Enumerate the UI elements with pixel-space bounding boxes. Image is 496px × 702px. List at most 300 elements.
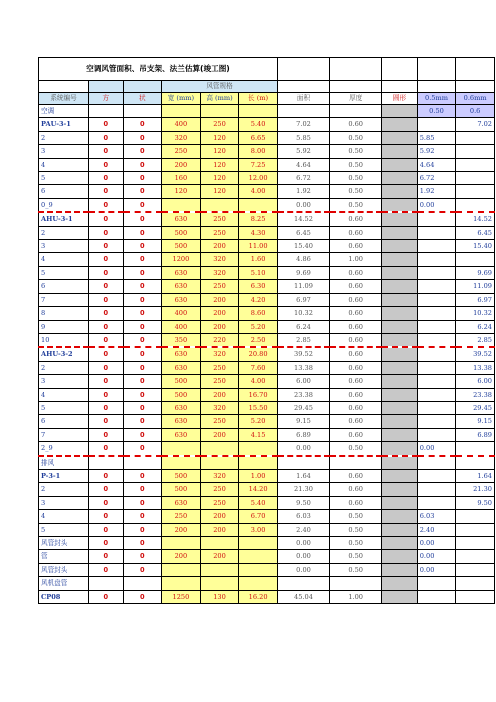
- length-cell[interactable]: 5.40: [239, 496, 278, 509]
- empty-cell[interactable]: [382, 81, 417, 93]
- fang-cell[interactable]: 0: [89, 469, 123, 482]
- width-cell[interactable]: 630: [162, 401, 201, 414]
- round-cell[interactable]: [382, 131, 417, 144]
- thickness-cell[interactable]: 0.60: [330, 333, 382, 347]
- fang-cell[interactable]: 0: [89, 401, 123, 414]
- width-cell[interactable]: 630: [162, 415, 201, 428]
- empty-cell[interactable]: [417, 577, 456, 590]
- system-id-cell[interactable]: 9: [39, 320, 89, 333]
- area-cell[interactable]: 45.04: [277, 590, 329, 603]
- thickness-cell[interactable]: 0.60: [330, 240, 382, 253]
- zhuang-cell[interactable]: 0: [123, 198, 162, 212]
- round-header[interactable]: 圆形: [382, 93, 417, 105]
- length-cell[interactable]: 15.50: [239, 401, 278, 414]
- width-cell[interactable]: 200: [162, 158, 201, 171]
- width-cell[interactable]: [162, 537, 201, 550]
- round-cell[interactable]: [382, 145, 417, 158]
- zhuang-cell[interactable]: 0: [123, 347, 162, 361]
- fang-cell[interactable]: 0: [89, 307, 123, 320]
- system-id-cell[interactable]: 2_9: [39, 442, 89, 456]
- fang-cell[interactable]: 0: [89, 280, 123, 293]
- fang-cell[interactable]: 0: [89, 388, 123, 401]
- empty-cell[interactable]: [330, 105, 382, 118]
- fang-cell[interactable]: 0: [89, 131, 123, 144]
- system-id-cell[interactable]: 2: [39, 483, 89, 496]
- t05-cell[interactable]: 1.92: [417, 185, 456, 198]
- fang-cell[interactable]: 0: [89, 537, 123, 550]
- thickness-cell[interactable]: 0.50: [330, 537, 382, 550]
- area-cell[interactable]: 23.38: [277, 388, 329, 401]
- system-id-cell[interactable]: 风管封头: [39, 537, 89, 550]
- length-cell[interactable]: 6.65: [239, 131, 278, 144]
- empty-cell[interactable]: [382, 456, 417, 470]
- zhuang-cell[interactable]: 0: [123, 496, 162, 509]
- area-cell[interactable]: 2.85: [277, 333, 329, 347]
- height-cell[interactable]: 120: [200, 145, 239, 158]
- area-cell[interactable]: 10.32: [277, 307, 329, 320]
- t06-cell[interactable]: 6.24: [456, 320, 495, 333]
- thickness-cell[interactable]: 0.50: [330, 523, 382, 536]
- length-cell[interactable]: 6.30: [239, 280, 278, 293]
- length-cell[interactable]: 5.40: [239, 118, 278, 131]
- zhuang-cell[interactable]: 0: [123, 375, 162, 388]
- height-cell[interactable]: 200: [200, 510, 239, 523]
- height-cell[interactable]: 250: [200, 361, 239, 374]
- width-cell[interactable]: 200: [162, 550, 201, 563]
- round-cell[interactable]: [382, 226, 417, 239]
- t06-cell[interactable]: 23.38: [456, 388, 495, 401]
- fang-header[interactable]: 方: [89, 93, 123, 105]
- t06-cell[interactable]: [456, 145, 495, 158]
- zhuang-cell[interactable]: 0: [123, 333, 162, 347]
- round-cell[interactable]: [382, 347, 417, 361]
- width-header[interactable]: 宽 (mm): [162, 93, 201, 105]
- height-cell[interactable]: 120: [200, 185, 239, 198]
- round-cell[interactable]: [382, 483, 417, 496]
- empty-cell[interactable]: [239, 577, 278, 590]
- section-label[interactable]: 空调: [39, 105, 89, 118]
- t06-cell[interactable]: 6.97: [456, 293, 495, 306]
- area-cell[interactable]: 9.50: [277, 496, 329, 509]
- t05-cell[interactable]: 5.92: [417, 145, 456, 158]
- t05-cell[interactable]: [417, 347, 456, 361]
- round-cell[interactable]: [382, 550, 417, 563]
- empty-cell[interactable]: [330, 577, 382, 590]
- round-cell[interactable]: [382, 388, 417, 401]
- area-cell[interactable]: 39.52: [277, 347, 329, 361]
- length-cell[interactable]: 12.00: [239, 172, 278, 185]
- width-cell[interactable]: 630: [162, 212, 201, 226]
- width-cell[interactable]: 200: [162, 523, 201, 536]
- fang-cell[interactable]: 0: [89, 563, 123, 576]
- width-cell[interactable]: 120: [162, 185, 201, 198]
- empty-cell[interactable]: [417, 81, 456, 93]
- thickness-cell[interactable]: 0.60: [330, 118, 382, 131]
- thickness-cell[interactable]: 0.60: [330, 415, 382, 428]
- area-cell[interactable]: 0.00: [277, 537, 329, 550]
- t06-cell[interactable]: 6.45: [456, 226, 495, 239]
- area-cell[interactable]: 13.38: [277, 361, 329, 374]
- empty-cell[interactable]: [200, 577, 239, 590]
- thickness-cell[interactable]: 0.50: [330, 145, 382, 158]
- empty-cell[interactable]: [89, 456, 123, 470]
- zhuang-cell[interactable]: 0: [123, 563, 162, 576]
- empty-cell[interactable]: [123, 105, 162, 118]
- thickness-cell[interactable]: 1.00: [330, 253, 382, 266]
- system-id-cell[interactable]: 风管封头: [39, 563, 89, 576]
- empty-cell[interactable]: [277, 456, 329, 470]
- t06-cell[interactable]: 21.30: [456, 483, 495, 496]
- thickness-cell[interactable]: 0.60: [330, 401, 382, 414]
- area-cell[interactable]: 1.92: [277, 185, 329, 198]
- length-cell[interactable]: 5.20: [239, 415, 278, 428]
- t05-cell[interactable]: [417, 483, 456, 496]
- zhuang-cell[interactable]: 0: [123, 550, 162, 563]
- t05-cell[interactable]: [417, 469, 456, 482]
- round-cell[interactable]: [382, 375, 417, 388]
- zhuang-cell[interactable]: 0: [123, 590, 162, 603]
- length-cell[interactable]: 4.00: [239, 375, 278, 388]
- zhuang-cell[interactable]: 0: [123, 158, 162, 171]
- height-cell[interactable]: 250: [200, 375, 239, 388]
- fang-cell[interactable]: 0: [89, 118, 123, 131]
- height-cell[interactable]: 200: [200, 307, 239, 320]
- length-cell[interactable]: 4.15: [239, 428, 278, 441]
- width-cell[interactable]: 630: [162, 361, 201, 374]
- round-cell[interactable]: [382, 333, 417, 347]
- system-id-cell[interactable]: PAU-3-1: [39, 118, 89, 131]
- fang-cell[interactable]: 0: [89, 375, 123, 388]
- system-id-cell[interactable]: 6: [39, 280, 89, 293]
- t05-cell[interactable]: 0.00: [417, 442, 456, 456]
- width-cell[interactable]: 250: [162, 510, 201, 523]
- area-cell[interactable]: 6.72: [277, 172, 329, 185]
- thickness-cell[interactable]: 0.60: [330, 361, 382, 374]
- area-cell[interactable]: 5.85: [277, 131, 329, 144]
- height-cell[interactable]: 200: [200, 523, 239, 536]
- fang-cell[interactable]: 0: [89, 198, 123, 212]
- zhuang-cell[interactable]: 0: [123, 307, 162, 320]
- thickness-cell[interactable]: 0.50: [330, 563, 382, 576]
- width-cell[interactable]: 400: [162, 118, 201, 131]
- thickness-cell[interactable]: 0.60: [330, 428, 382, 441]
- area-cell[interactable]: 29.45: [277, 401, 329, 414]
- t05-cell[interactable]: [417, 428, 456, 441]
- length-cell[interactable]: [239, 550, 278, 563]
- t06-cell[interactable]: 2.85: [456, 333, 495, 347]
- t06-cell[interactable]: [456, 185, 495, 198]
- length-cell[interactable]: 1.60: [239, 253, 278, 266]
- zhuang-cell[interactable]: 0: [123, 483, 162, 496]
- t05-cell[interactable]: [417, 253, 456, 266]
- empty-cell[interactable]: [89, 577, 123, 590]
- height-cell[interactable]: 200: [200, 320, 239, 333]
- system-id-cell[interactable]: AHU-3-1: [39, 212, 89, 226]
- empty-cell[interactable]: [123, 456, 162, 470]
- area-cell[interactable]: 6.00: [277, 375, 329, 388]
- zhuang-cell[interactable]: 0: [123, 240, 162, 253]
- round-cell[interactable]: [382, 537, 417, 550]
- thickness-cell[interactable]: 0.60: [330, 307, 382, 320]
- empty-cell[interactable]: [456, 456, 495, 470]
- zhuang-cell[interactable]: 0: [123, 537, 162, 550]
- system-id-cell[interactable]: 7: [39, 428, 89, 441]
- fang-cell[interactable]: 0: [89, 240, 123, 253]
- t06-cell[interactable]: 39.52: [456, 347, 495, 361]
- t06-cell[interactable]: 9.15: [456, 415, 495, 428]
- thickness-cell[interactable]: 0.50: [330, 172, 382, 185]
- length-cell[interactable]: 14.20: [239, 483, 278, 496]
- t05-cell[interactable]: 4.64: [417, 158, 456, 171]
- height-cell[interactable]: 220: [200, 333, 239, 347]
- t06-cell[interactable]: [456, 442, 495, 456]
- t06-cell[interactable]: [456, 172, 495, 185]
- thickness-cell[interactable]: 0.60: [330, 496, 382, 509]
- width-cell[interactable]: 500: [162, 226, 201, 239]
- height-cell[interactable]: [200, 537, 239, 550]
- fang-cell[interactable]: 0: [89, 361, 123, 374]
- t05-cell[interactable]: [417, 118, 456, 131]
- length-cell[interactable]: [239, 442, 278, 456]
- empty-cell[interactable]: [456, 58, 495, 81]
- t05-cell[interactable]: [417, 212, 456, 226]
- t05-cell[interactable]: [417, 333, 456, 347]
- length-cell[interactable]: 8.00: [239, 145, 278, 158]
- round-cell[interactable]: [382, 240, 417, 253]
- area-cell[interactable]: 6.24: [277, 320, 329, 333]
- empty-cell[interactable]: [239, 105, 278, 118]
- round-cell[interactable]: [382, 469, 417, 482]
- empty-cell[interactable]: [277, 105, 329, 118]
- height-cell[interactable]: 250: [200, 226, 239, 239]
- empty-cell[interactable]: [89, 105, 123, 118]
- system-id-cell[interactable]: 6: [39, 415, 89, 428]
- t06-cell[interactable]: 6.89: [456, 428, 495, 441]
- t05-cell[interactable]: [417, 280, 456, 293]
- round-cell[interactable]: [382, 253, 417, 266]
- zhuang-cell[interactable]: 0: [123, 510, 162, 523]
- sheet-title[interactable]: 空调风管面积、吊支架、法兰估算(竣工图): [39, 58, 278, 81]
- zhuang-cell[interactable]: 0: [123, 388, 162, 401]
- height-cell[interactable]: 250: [200, 280, 239, 293]
- width-cell[interactable]: 630: [162, 280, 201, 293]
- t05-cell[interactable]: 0.00: [417, 563, 456, 576]
- thickness-06-header[interactable]: 0.6mm: [456, 93, 495, 105]
- length-cell[interactable]: [239, 537, 278, 550]
- width-cell[interactable]: 630: [162, 347, 201, 361]
- t06-cell[interactable]: [456, 537, 495, 550]
- height-cell[interactable]: [200, 198, 239, 212]
- system-id-cell[interactable]: 0_9: [39, 198, 89, 212]
- thickness-cell[interactable]: 0.60: [330, 388, 382, 401]
- fang-cell[interactable]: 0: [89, 145, 123, 158]
- area-cell[interactable]: 0.00: [277, 442, 329, 456]
- area-cell[interactable]: 6.97: [277, 293, 329, 306]
- height-cell[interactable]: 200: [200, 388, 239, 401]
- t05-cell[interactable]: [417, 388, 456, 401]
- empty-cell[interactable]: [417, 456, 456, 470]
- empty-cell[interactable]: [123, 81, 162, 93]
- fang-cell[interactable]: 0: [89, 428, 123, 441]
- length-header[interactable]: 长 (m): [239, 93, 278, 105]
- zhuang-cell[interactable]: 0: [123, 469, 162, 482]
- height-cell[interactable]: 120: [200, 131, 239, 144]
- thickness-cell[interactable]: 0.50: [330, 158, 382, 171]
- width-cell[interactable]: 250: [162, 145, 201, 158]
- t06-cell[interactable]: 13.38: [456, 361, 495, 374]
- t05-cell[interactable]: [417, 240, 456, 253]
- round-cell[interactable]: [382, 415, 417, 428]
- fang-cell[interactable]: 0: [89, 185, 123, 198]
- round-cell[interactable]: [382, 158, 417, 171]
- t06-cell[interactable]: [456, 523, 495, 536]
- height-cell[interactable]: 250: [200, 118, 239, 131]
- t05-cell[interactable]: [417, 266, 456, 279]
- empty-cell[interactable]: [89, 81, 123, 93]
- round-cell[interactable]: [382, 118, 417, 131]
- length-cell[interactable]: [239, 198, 278, 212]
- length-cell[interactable]: 20.80: [239, 347, 278, 361]
- round-cell[interactable]: [382, 280, 417, 293]
- area-cell[interactable]: 11.09: [277, 280, 329, 293]
- width-cell[interactable]: 500: [162, 240, 201, 253]
- thickness-cell[interactable]: 0.60: [330, 266, 382, 279]
- zhuang-cell[interactable]: 0: [123, 415, 162, 428]
- t06-cell[interactable]: [456, 198, 495, 212]
- height-cell[interactable]: 200: [200, 293, 239, 306]
- round-cell[interactable]: [382, 590, 417, 603]
- thickness-cell[interactable]: 0.60: [330, 483, 382, 496]
- height-cell[interactable]: 200: [200, 240, 239, 253]
- fang-cell[interactable]: 0: [89, 333, 123, 347]
- t05-cell[interactable]: [417, 361, 456, 374]
- thickness-05-value[interactable]: 0.50: [417, 105, 456, 118]
- thickness-06-value[interactable]: 0.6: [456, 105, 495, 118]
- t06-cell[interactable]: [456, 253, 495, 266]
- width-cell[interactable]: [162, 442, 201, 456]
- system-id-cell[interactable]: 7: [39, 293, 89, 306]
- area-cell[interactable]: 6.45: [277, 226, 329, 239]
- zhuang-cell[interactable]: 0: [123, 442, 162, 456]
- system-id-cell[interactable]: 2: [39, 361, 89, 374]
- system-id-cell[interactable]: 3: [39, 240, 89, 253]
- t06-cell[interactable]: [456, 131, 495, 144]
- system-id-cell[interactable]: 2: [39, 131, 89, 144]
- t06-cell[interactable]: 9.69: [456, 266, 495, 279]
- height-cell[interactable]: 200: [200, 550, 239, 563]
- thickness-cell[interactable]: 0.60: [330, 226, 382, 239]
- t05-cell[interactable]: [417, 320, 456, 333]
- empty-cell[interactable]: [39, 81, 89, 93]
- empty-cell[interactable]: [382, 577, 417, 590]
- thickness-cell[interactable]: 0.50: [330, 442, 382, 456]
- zhuang-cell[interactable]: 0: [123, 226, 162, 239]
- area-cell[interactable]: 4.64: [277, 158, 329, 171]
- round-cell[interactable]: [382, 401, 417, 414]
- t06-cell[interactable]: 10.32: [456, 307, 495, 320]
- empty-cell[interactable]: [330, 456, 382, 470]
- length-cell[interactable]: 4.00: [239, 185, 278, 198]
- height-cell[interactable]: 250: [200, 415, 239, 428]
- fang-cell[interactable]: 0: [89, 510, 123, 523]
- thickness-cell[interactable]: 0.50: [330, 550, 382, 563]
- thickness-cell[interactable]: 0.50: [330, 198, 382, 212]
- length-cell[interactable]: 4.20: [239, 293, 278, 306]
- empty-cell[interactable]: [200, 456, 239, 470]
- t06-cell[interactable]: 6.00: [456, 375, 495, 388]
- empty-cell[interactable]: [162, 105, 201, 118]
- thickness-cell[interactable]: 0.60: [330, 469, 382, 482]
- thickness-cell[interactable]: 0.50: [330, 131, 382, 144]
- t05-cell[interactable]: 6.72: [417, 172, 456, 185]
- thickness-cell[interactable]: 0.60: [330, 293, 382, 306]
- system-id-header[interactable]: 系统编号: [39, 93, 89, 105]
- length-cell[interactable]: 1.00: [239, 469, 278, 482]
- t06-cell[interactable]: [456, 590, 495, 603]
- zhuang-cell[interactable]: 0: [123, 253, 162, 266]
- thickness-cell[interactable]: 0.60: [330, 212, 382, 226]
- round-cell[interactable]: [382, 198, 417, 212]
- zhuang-header[interactable]: 状: [123, 93, 162, 105]
- area-cell[interactable]: 6.03: [277, 510, 329, 523]
- thickness-cell[interactable]: 1.00: [330, 590, 382, 603]
- height-cell[interactable]: [200, 442, 239, 456]
- height-cell[interactable]: 320: [200, 266, 239, 279]
- empty-cell[interactable]: [330, 81, 382, 93]
- height-cell[interactable]: 320: [200, 401, 239, 414]
- length-cell[interactable]: 5.20: [239, 320, 278, 333]
- round-cell[interactable]: [382, 172, 417, 185]
- fang-cell[interactable]: 0: [89, 172, 123, 185]
- system-id-cell[interactable]: CP08: [39, 590, 89, 603]
- width-cell[interactable]: 630: [162, 428, 201, 441]
- area-cell[interactable]: 14.52: [277, 212, 329, 226]
- empty-cell[interactable]: [417, 58, 456, 81]
- area-cell[interactable]: 9.15: [277, 415, 329, 428]
- round-cell[interactable]: [382, 212, 417, 226]
- t06-cell[interactable]: 7.02: [456, 118, 495, 131]
- fang-cell[interactable]: 0: [89, 347, 123, 361]
- width-cell[interactable]: 1200: [162, 253, 201, 266]
- round-cell[interactable]: [382, 361, 417, 374]
- area-cell[interactable]: 0.00: [277, 198, 329, 212]
- zhuang-cell[interactable]: 0: [123, 523, 162, 536]
- t05-cell[interactable]: [417, 375, 456, 388]
- thickness-cell[interactable]: 0.50: [330, 510, 382, 523]
- width-cell[interactable]: 160: [162, 172, 201, 185]
- height-cell[interactable]: 320: [200, 469, 239, 482]
- area-cell[interactable]: 0.00: [277, 563, 329, 576]
- round-cell[interactable]: [382, 496, 417, 509]
- fang-cell[interactable]: 0: [89, 590, 123, 603]
- length-cell[interactable]: 7.60: [239, 361, 278, 374]
- t06-cell[interactable]: [456, 158, 495, 171]
- area-cell[interactable]: 2.40: [277, 523, 329, 536]
- system-id-cell[interactable]: 2: [39, 226, 89, 239]
- t06-cell[interactable]: [456, 550, 495, 563]
- round-cell[interactable]: [382, 523, 417, 536]
- system-id-cell[interactable]: AHU-3-2: [39, 347, 89, 361]
- zhuang-cell[interactable]: 0: [123, 320, 162, 333]
- empty-cell[interactable]: [330, 58, 382, 81]
- thickness-cell[interactable]: 0.60: [330, 280, 382, 293]
- system-id-cell[interactable]: 5: [39, 523, 89, 536]
- length-cell[interactable]: 8.25: [239, 212, 278, 226]
- width-cell[interactable]: 350: [162, 333, 201, 347]
- height-cell[interactable]: 320: [200, 253, 239, 266]
- empty-cell[interactable]: [277, 81, 329, 93]
- zhuang-cell[interactable]: 0: [123, 172, 162, 185]
